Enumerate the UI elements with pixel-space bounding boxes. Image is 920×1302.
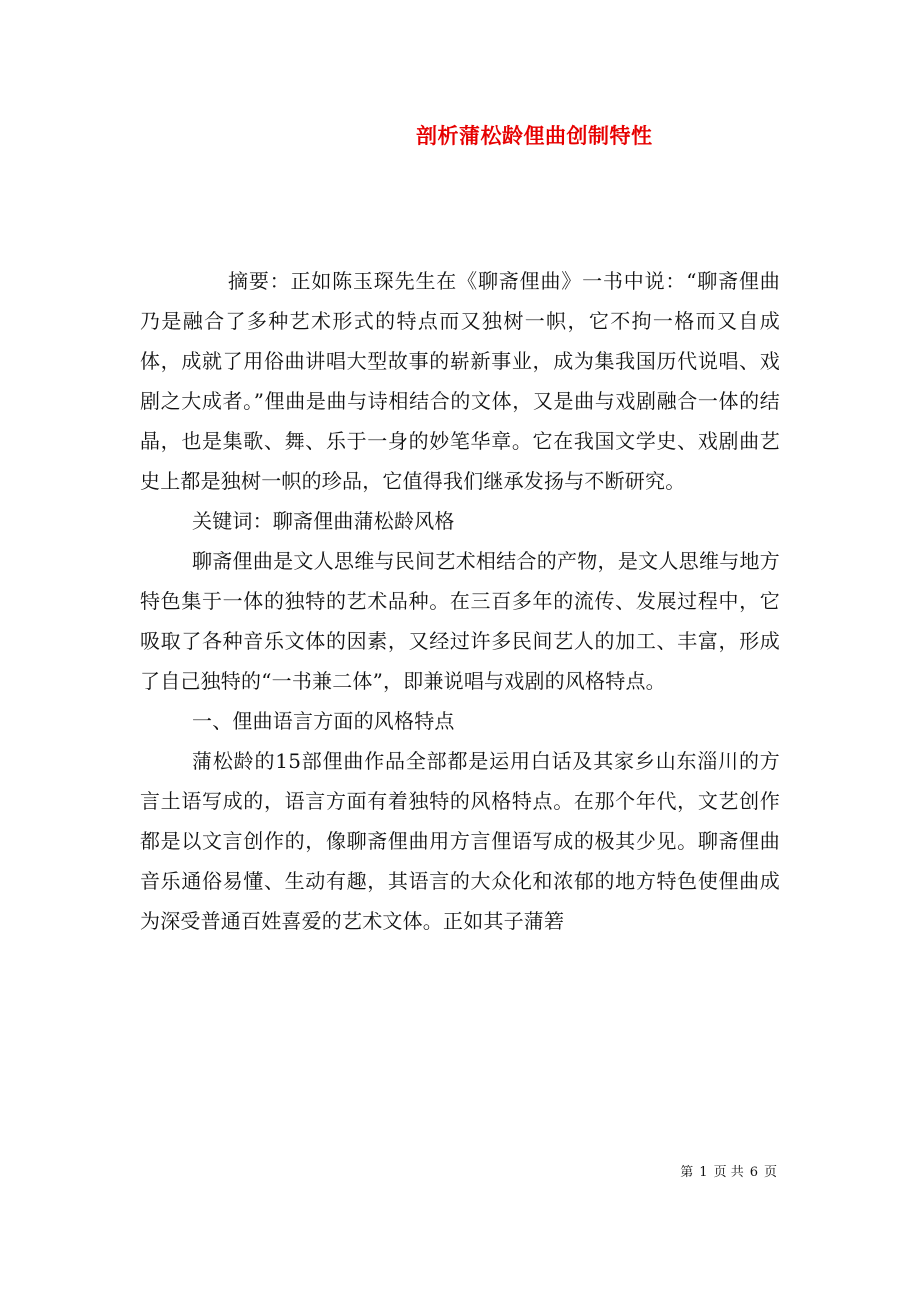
- total-pages-number: 6: [749, 1165, 758, 1180]
- page-label-prefix: 第: [680, 1165, 694, 1180]
- section-paragraph: 蒲松龄的15部俚曲作品全部都是运用白话及其家乡山东淄川的方言土语写成的，语言方面有着独特的风格特点。在那个年代，文艺创作都是以文言创作的，像聊斋俚曲用方言俚语写成的极其少见。聊斋俚曲音乐通俗易懂、生动有趣，其语言的大众化和浓郁的地方特色使俚曲成为深受普通百姓喜爱的艺术文体。正如其子蒲箬: [140, 749, 780, 933]
- document-body: [140, 261, 780, 941]
- abstract-paragraph: 摘要：正如陈玉琛先生在《聊斋俚曲》一书中说：“聊斋俚曲乃是融合了多种艺术形式的特点而又独树一帜，它不拘一格而又自成体，成就了用俗曲讲唱大型故事的崭新事业，成为集我国历代说唱、戏剧之大成者。”俚曲是曲与诗相结合的文体，又是曲与戏剧融合一体的结晶，也是集歌、舞、乐于一身的妙笔华章。它在我国文学史、戏剧曲艺史上都是独树一帜的珍品，它值得我们继承发扬与不断研究。: [140, 269, 780, 493]
- document-title: 剖析蒲松龄俚曲创制特性: [416, 124, 653, 148]
- section-heading: 一、俚曲语言方面的风格特点: [192, 709, 455, 733]
- keywords-paragraph: 关键词：聊斋俚曲蒲松龄风格: [192, 509, 455, 533]
- intro-paragraph: 聊斋俚曲是文人思维与民间艺术相结合的产物，是文人思维与地方特色集于一体的独特的艺术品种。在三百多年的流传、发展过程中，它吸取了各种音乐文体的因素，又经过许多民间艺人的加工、丰富，形成了自己独特的“一书兼二体”，即兼说唱与戏剧的风格特点。: [140, 549, 780, 693]
- page-label-mid: 页 共: [713, 1165, 744, 1180]
- page-number-footer: [677, 1164, 780, 1182]
- current-page-number: 1: [699, 1165, 708, 1180]
- page-label-suffix: 页: [763, 1165, 777, 1180]
